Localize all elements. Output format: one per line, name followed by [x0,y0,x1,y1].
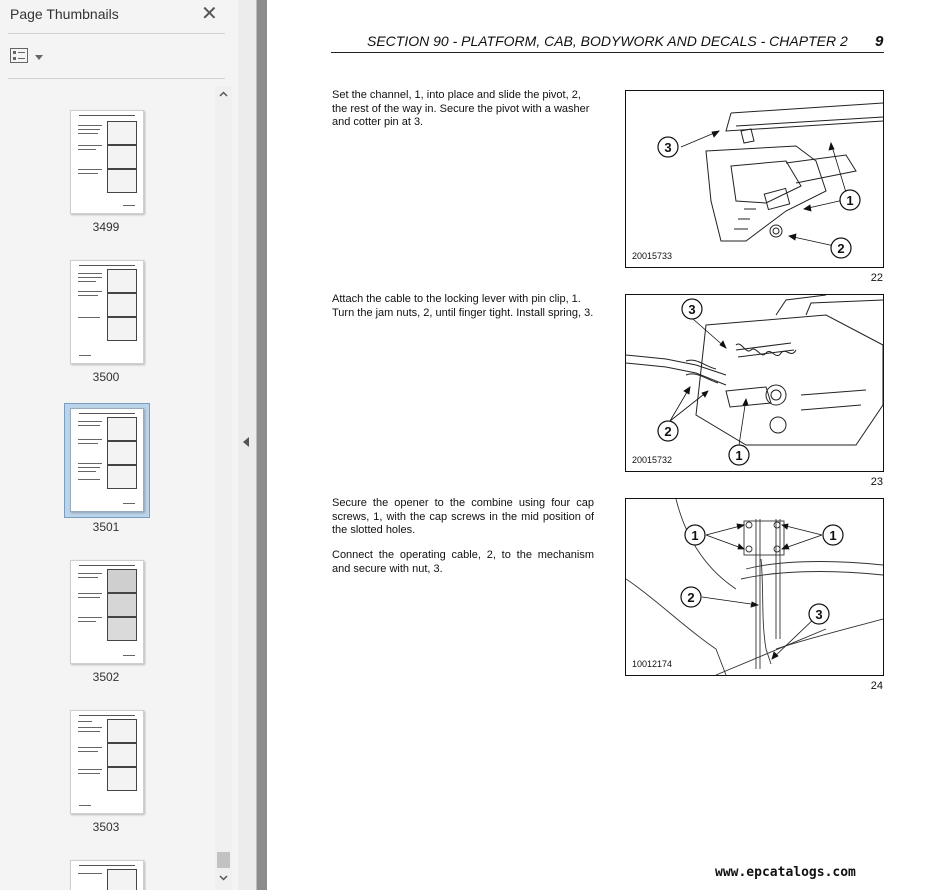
thumbnail-scrollbar[interactable] [215,86,232,890]
svg-text:1: 1 [829,528,837,543]
thumbnail-label: 3501 [92,520,120,534]
svg-text:3: 3 [664,140,672,155]
callout-3 [682,299,702,319]
viewer-background [257,0,267,890]
watermark-text: www.epcatalogs.com [715,865,856,880]
callout-2 [831,238,851,258]
panel-title: Page Thumbnails [10,6,119,22]
page-thumbnail[interactable] [70,710,144,814]
thumbnail-options-icon [10,48,28,63]
page-thumbnail[interactable] [70,110,144,214]
figure-illustration [626,499,883,675]
step-text: Secure the opener to the combine using four cap screws, 1, with the cap screws in the mid position of the slotted holes. [332,497,594,537]
callout-1 [840,190,860,210]
panel-divider [8,78,225,79]
step-text: Set the channel, 1, into place and slide the pivot, 2, the rest of the way in. Secure the pivot with a washer and cotter pin at 3. [332,89,590,129]
callout-3 [658,137,678,157]
thumbnail-label: 3502 [92,670,120,684]
figure-23 [625,294,884,472]
step-text: Attach the cable to the locking lever with pin clip, 1. Turn the jam nuts, 2, until finger tight. Install spring, 3. [332,293,594,319]
callout-2 [681,587,701,607]
callout-1 [729,445,749,465]
step-text: Connect the operating cable, 2, to the mechanism and secure with nut, 3. [332,549,594,575]
figure-number: 22 [870,272,883,284]
page-thumbnail[interactable] [70,260,144,364]
collapse-panel-icon[interactable] [243,437,249,447]
scroll-down-icon[interactable] [219,873,228,882]
document-page [267,0,928,890]
svg-text:3: 3 [815,607,823,622]
svg-text:3: 3 [688,302,696,317]
panel-resize-handle[interactable] [238,0,257,890]
svg-text:2: 2 [664,424,672,439]
svg-text:2: 2 [687,590,695,605]
figure-24 [625,498,884,676]
svg-text:1: 1 [735,448,743,463]
thumbnails-panel [0,0,239,890]
callout-1 [823,525,843,545]
figure-id: 20015733 [632,251,673,261]
svg-text:2: 2 [837,241,845,256]
header-rule [331,52,884,53]
scrollbar-thumb[interactable] [217,852,230,868]
callout-2 [658,421,678,441]
page-header: SECTION 90 - PLATFORM, CAB, BODYWORK AND DECALS - CHAPTER 2 [367,33,848,49]
page-number: 9 [875,33,884,50]
page-thumbnail[interactable] [70,560,144,664]
close-icon[interactable]: ✕ [201,3,218,25]
page-thumbnail[interactable] [70,860,144,890]
thumbnail-label: 3499 [92,220,120,234]
figure-illustration [626,91,883,267]
figure-number: 24 [870,680,883,692]
page-thumbnail[interactable] [70,408,144,512]
figure-illustration [626,295,883,471]
scroll-up-icon[interactable] [219,90,228,99]
panel-divider [8,33,225,34]
thumbnail-options-button[interactable] [9,46,45,68]
figure-id: 20015732 [632,455,673,465]
callout-3 [809,604,829,624]
thumbnail-label: 3503 [92,820,120,834]
figure-22 [625,90,884,268]
callout-1 [685,525,705,545]
chevron-down-icon [35,55,43,60]
thumbnail-label: 3500 [92,370,120,384]
thumbnail-list [0,88,214,890]
svg-text:1: 1 [846,193,854,208]
figure-number: 23 [870,476,883,488]
svg-text:1: 1 [691,528,699,543]
figure-id: 10012174 [632,659,673,669]
